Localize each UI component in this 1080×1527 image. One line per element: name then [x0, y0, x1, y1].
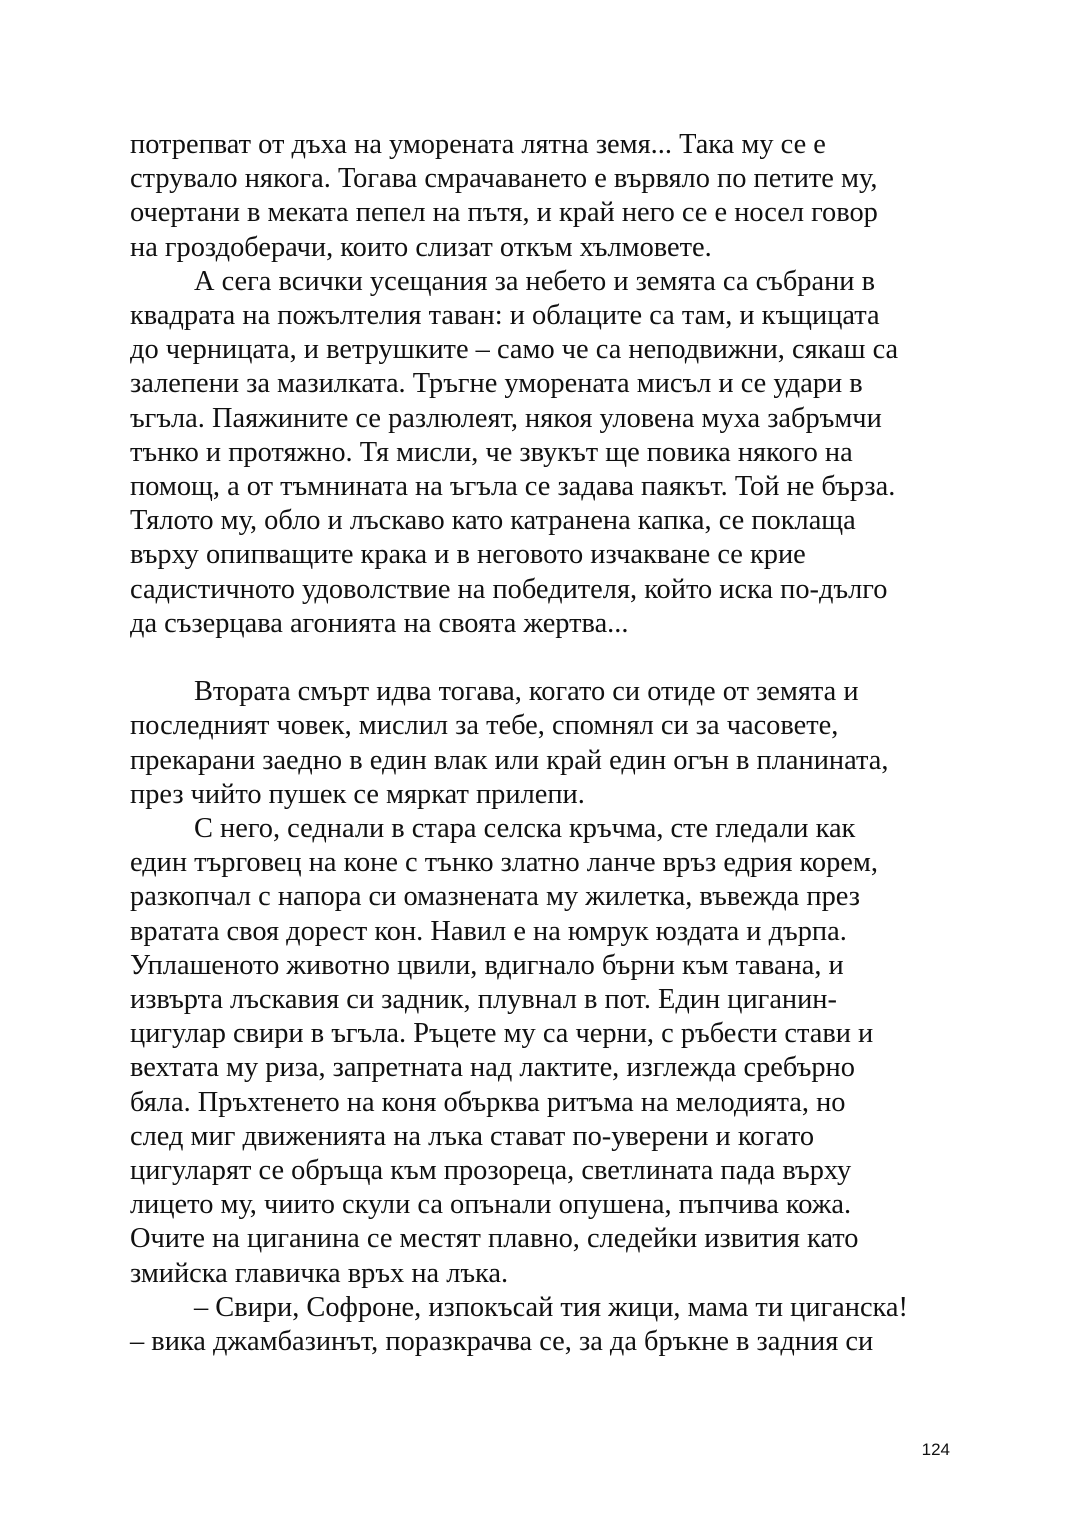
text-line: потрепват от дъха на уморената лятна земя... Така му се е: [130, 129, 826, 160]
text-line: разкопчал с напора си омазнената му жилетка, въвежда през: [130, 881, 860, 913]
text-line: тънко и протяжно. Тя мисли, че звукът ще повика някого на: [130, 436, 853, 468]
text-line: – вика джамбазинът, поразкрачва се, за да бръкне в задния си: [130, 1326, 874, 1358]
section-break: [130, 641, 960, 675]
text-line: А сега всички усещания за небето и земята са събрани в: [194, 265, 875, 297]
text-line: очертани в меката пепел на пътя, и край него се е носел говор: [130, 197, 878, 229]
text-line: последният човек, мислил за тебе, спомнял си за часовете,: [130, 710, 839, 742]
text-line: – Свири, Софроне, изпокъсай тия жици, мама ти циганска!: [194, 1291, 908, 1323]
text-line: Уплашеното животно цвили, вдигнало бърни към тавана, и: [130, 949, 844, 981]
text-line: вратата своя дорест кон. Навил е на юмрук юздата и дърпа.: [130, 915, 847, 947]
text-line: садистичното удоволствие на победителя, който иска по-дълго: [130, 573, 888, 605]
text-line: змийска главичка връх на лъка.: [130, 1257, 509, 1289]
text-line: цигуларят се обръща към прозореца, светлината пада върху: [130, 1155, 852, 1187]
text-line: Тялото му, обло и лъскаво като катранена капка, се поклаща: [130, 505, 856, 537]
paragraph-3: [130, 675, 960, 812]
text-line: един търговец на коне с тънко златно ланче връз едрия корем,: [130, 847, 878, 879]
text-line: на гроздоберачи, които слизат откъм хълмовете.: [130, 231, 712, 263]
text-line: да съзерцава агонията на своята жертва...: [130, 607, 629, 639]
paragraph-5: [130, 1291, 960, 1359]
text-line: ъгъла. Паяжините се разлюлеят, някоя уловена муха забръмчи: [130, 402, 882, 434]
text-line: помощ, а от тъмнината на ъгъла се задава паякът. Той не бърза.: [130, 471, 896, 503]
text-line: бяла. Пръхтенето на коня обърква ритъма на мелодията, но: [130, 1086, 846, 1118]
paragraph-4: [130, 812, 960, 1291]
text-line: прекарани заедно в един влак или край един огън в планината,: [130, 744, 889, 776]
text-line: вехтата му риза, запретната над лактите, изглежда сребърно: [130, 1052, 855, 1084]
page-number: 124: [921, 1440, 950, 1459]
text-line: Втората смърт идва тогава, когато си отиде от земята и: [194, 676, 859, 708]
text-line: извърта лъскавия си задник, плувнал в пот. Един циганин-: [130, 984, 837, 1016]
text-line: през чийто пушек се мяркат прилепи.: [130, 778, 585, 810]
paragraph-2: [130, 265, 960, 641]
text-line: квадрата на пожълтелия таван: и облаците са там, и къщицата: [130, 300, 880, 332]
text-line: до черницата, и ветрушките – само че са неподвижни, сякаш са: [130, 334, 899, 366]
text-line: С него, седнали в стара селска кръчма, сте гледали как: [194, 813, 856, 845]
paragraph-1: [130, 128, 960, 265]
text-line: лицето му, чиито скули са опънали опушена, пъпчива кожа.: [130, 1189, 852, 1221]
text-line: след миг движенията на лъка стават по-уверени и когато: [130, 1120, 815, 1152]
text-line: залепени за мазилката. Тръгне уморената мисъл и се удари в: [130, 368, 863, 400]
text-line: цигулар свири в ъгъла. Ръцете му са черни, с ръбести стави и: [130, 1018, 874, 1050]
text-line: струвало някога. Тогава смрачаването е вървяло по петите му,: [130, 163, 878, 195]
body-text: [130, 128, 960, 1359]
text-line: Очите на циганина се местят плавно, следейки извития като: [130, 1223, 859, 1255]
text-line: върху опипващите крака и в неговото изчакване се крие: [130, 539, 806, 571]
